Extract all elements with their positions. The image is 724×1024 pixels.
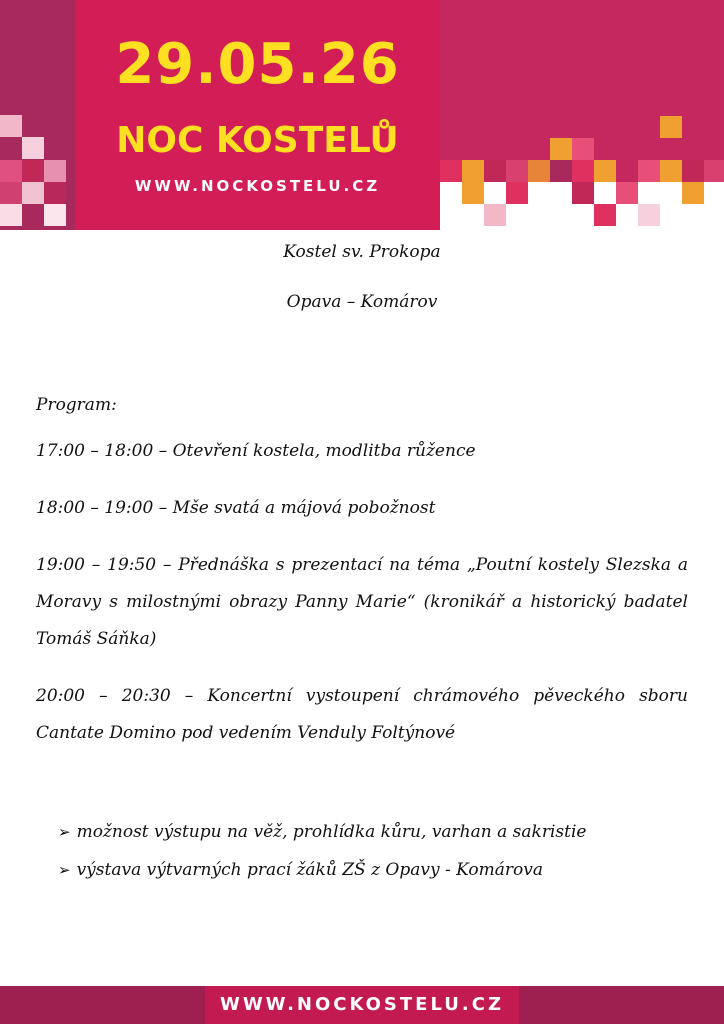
program-item: 19:00 – 19:50 – Přednáška s prezentací na téma „Poutní kostely Slezska a Moravy s milostnými obrazy Panny Marie“ (kronikář a historický badatel Tomáš Sáňka) <box>36 555 688 649</box>
header-website[interactable]: WWW.NOCKOSTELU.CZ <box>134 177 381 195</box>
program-heading: Program: <box>36 395 117 415</box>
header-banner <box>0 0 724 230</box>
event-title: NOC KOSTELŮ <box>116 120 399 161</box>
footer-banner <box>0 986 724 1024</box>
program-list <box>36 433 688 772</box>
list-item <box>58 818 688 846</box>
program-item: 17:00 – 18:00 – Otevření kostela, modlitba růžence <box>36 441 476 461</box>
footer-website[interactable]: WWW.NOCKOSTELU.CZ <box>219 994 505 1015</box>
event-date: 29.05.26 <box>115 32 400 97</box>
list-item <box>58 856 688 884</box>
extra-text: možnost výstupu na věž, prohlídka kůru, varhan a sakristie <box>76 822 587 842</box>
arrow-bullet-icon: ➢ <box>58 823 71 841</box>
church-name: Kostel sv. Prokopa <box>283 242 441 262</box>
arrow-bullet-icon: ➢ <box>58 861 71 879</box>
church-place: Opava – Komárov <box>286 292 438 312</box>
extras-list <box>58 818 688 894</box>
extra-text: výstava výtvarných prací žáků ZŠ z Opavy - Komárova <box>76 860 543 880</box>
program-item: 18:00 – 19:00 – Mše svatá a májová pobožnost <box>36 498 436 518</box>
program-item: 20:00 – 20:30 – Koncertní vystoupení chrámového pěveckého sboru Cantate Domino pod vedením Venduly Foltýnové <box>36 686 688 743</box>
